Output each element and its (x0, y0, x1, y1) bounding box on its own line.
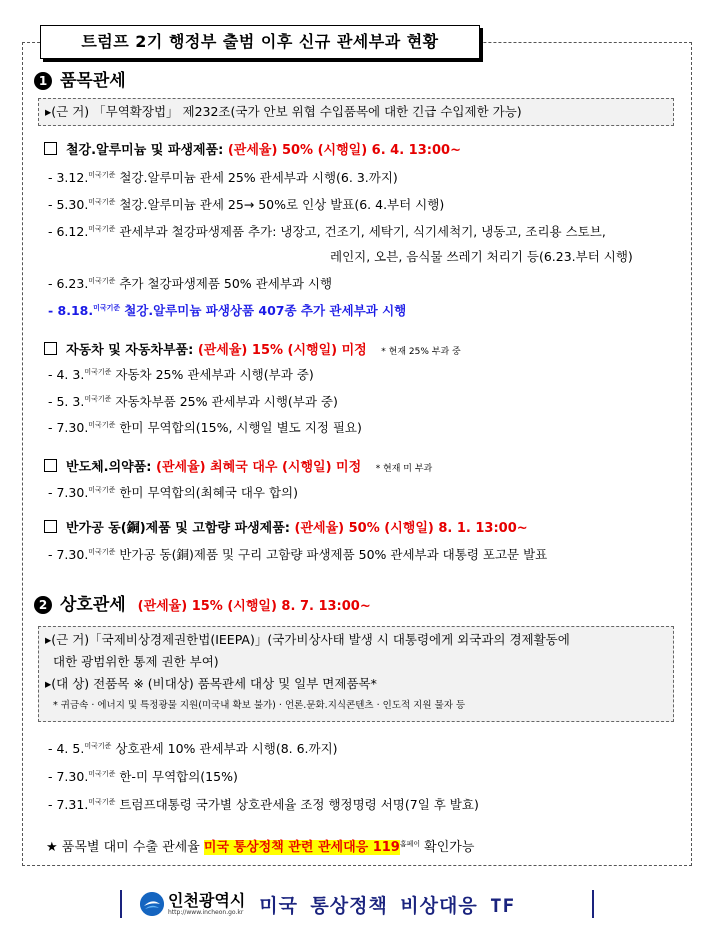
footer (140, 888, 515, 920)
list-item: - 7.30.$^{미국기준}$ 반가공 동(銅)제품 및 구리 고함량 파생제품 50% 관세부과 대통령 포고문 발표 (48, 547, 548, 562)
target-footnote: * 귀금속 · 에너지 및 특정광물 지원(미국내 확보 불가) · 언론.문화.지식콘텐츠 · 인도적 지원 물자 등 (53, 700, 466, 711)
list-item: - 7.31.$^{미국기준}$ 트럼프대통령 국가별 상호관세율 조정 행정명령 서명(7일 후 발효) (48, 797, 479, 812)
org-url: http://www.incheon.go.kr (168, 908, 244, 916)
basis-prefix: ▸(근 거) (45, 104, 90, 119)
semi-note: * 현재 미 부과 (375, 464, 433, 474)
category-auto: 자동차 및 자동차부품: (관세율) 15% (시행일) 미정 * 현재 25% 부과 중 (44, 339, 461, 358)
list-item: - 7.30.$^{미국기준}$ 한미 무역합의(최혜국 대우 합의) (48, 485, 299, 500)
checkbox-square-icon (44, 520, 57, 533)
section2-heading (34, 590, 371, 615)
list-item: - 3.12.$^{미국기준}$ 철강.알루미늄 관세 25% 관세부과 시행(6. 3.까지) (48, 170, 398, 185)
category-steel: 철강.알루미늄 및 파생제품: (관세율) 50% (시행일) 6. 4. 13:00~ (44, 139, 461, 158)
category-semiconductor: 반도체.의약품: (관세율) 최혜국 대우 (시행일) 미정 * 현재 미 부과 (44, 456, 432, 475)
section1-basis (38, 98, 674, 126)
org-block (168, 890, 246, 916)
checkbox-square-icon (44, 342, 57, 355)
copper-rate: (관세율) 50% (시행일) 8. 1. 13:00~ (294, 521, 528, 536)
list-item-continuation: 레인지, 오븐, 음식물 쓰레기 처리기 등(6.23.부터 시행) (330, 249, 633, 264)
list-item: - 4. 5.$^{미국기준}$ 상호관세 10% 관세부과 시행(8. 6.까지) (48, 741, 338, 756)
incheon-logo-icon (140, 892, 164, 916)
checkbox-square-icon (44, 459, 57, 472)
category-copper: 반가공 동(銅)제품 및 고함량 파생제품: (관세율) 50% (시행일) 8. 1. 13:00~ (44, 517, 528, 536)
auto-rate: (관세율) 15% (시행일) 미정 (197, 343, 367, 358)
section2-title: 상호관세 (60, 595, 126, 615)
section1-heading (34, 66, 126, 91)
page-title: 트럼프 2기 행정부 출범 이후 신규 관세부과 현황 (40, 25, 480, 59)
basis-text: 「무역확장법」 제232조(국가 안보 위협 수입품목에 대한 긴급 수입제한 가능) (93, 104, 522, 119)
footer-divider-left (120, 890, 122, 918)
list-item: - 6.23.$^{미국기준}$ 추가 철강파생제품 50% 관세부과 시행 (48, 276, 333, 291)
section2-number: 2 (34, 596, 52, 614)
list-item: - 5.30.$^{미국기준}$ 철강.알루미늄 관세 25→ 50%로 인상 발표(6. 4.부터 시행) (48, 197, 445, 212)
star-note: ★ 품목별 대미 수출 관세율 미국 통상정책 관련 관세대응 $119^{홈페이}$ 확인가능 (46, 840, 475, 855)
org-name: 인천광역시 (168, 890, 246, 910)
list-item: - 7.30.$^{미국기준}$ 한-미 무역합의(15%) (48, 769, 238, 784)
section1-title: 품목관세 (60, 71, 126, 91)
auto-note: * 현재 25% 부과 중 (381, 347, 461, 357)
tariff-119-link[interactable]: 미국 통상정책 관련 관세대응 119 (203, 840, 400, 855)
list-item: - 7.30.$^{미국기준}$ 한미 무역합의(15%, 시행일 별도 지정 필요) (48, 420, 362, 435)
list-item-highlighted: - 8.18.$^{미국기준}$ 철강.알루미늄 파생상품 407종 추가 관세부과 시행 (48, 303, 407, 318)
section1-number: 1 (34, 72, 52, 90)
list-item: - 6.12.$^{미국기준}$ 관세부과 철강파생제품 추가: 냉장고, 건조기, 세탁기, 식기세척기, 냉동고, 조리용 스토브, (48, 224, 606, 239)
semi-rate: (관세율) 최혜국 대우 (시행일) 미정 (156, 460, 362, 475)
list-item: - 4. 3.$^{미국기준}$ 자동차 25% 관세부과 시행(부과 중) (48, 367, 314, 382)
footer-divider-right (592, 890, 594, 918)
list-item: - 5. 3.$^{미국기준}$ 자동차부품 25% 관세부과 시행(부과 중) (48, 394, 338, 409)
tf-title: 미국 통상정책 비상대응 TF (259, 894, 516, 917)
section2-basis: ▸(근 거)「국제비상경제권한법(IEEPA)」(국가비상사태 발생 시 대통령에게 외국과의 경제활동에 대한 광범위한 통제 권한 부여) ▸(대 상) 전품목 ※ (비대상) 품목관세 대상 및 일부 면제품목* * 귀금속 · 에너지 및 특정광물 지원(미국내 확보 불가) · 언론.문화.지식콘텐츠 · 인도적 지원 물자 등 (38, 626, 674, 722)
steel-rate: (관세율) 50% (시행일) 6. 4. 13:00~ (227, 143, 461, 158)
checkbox-square-icon (44, 142, 57, 155)
section2-rate: (관세율) 15% (시행일) 8. 7. 13:00~ (137, 599, 371, 614)
